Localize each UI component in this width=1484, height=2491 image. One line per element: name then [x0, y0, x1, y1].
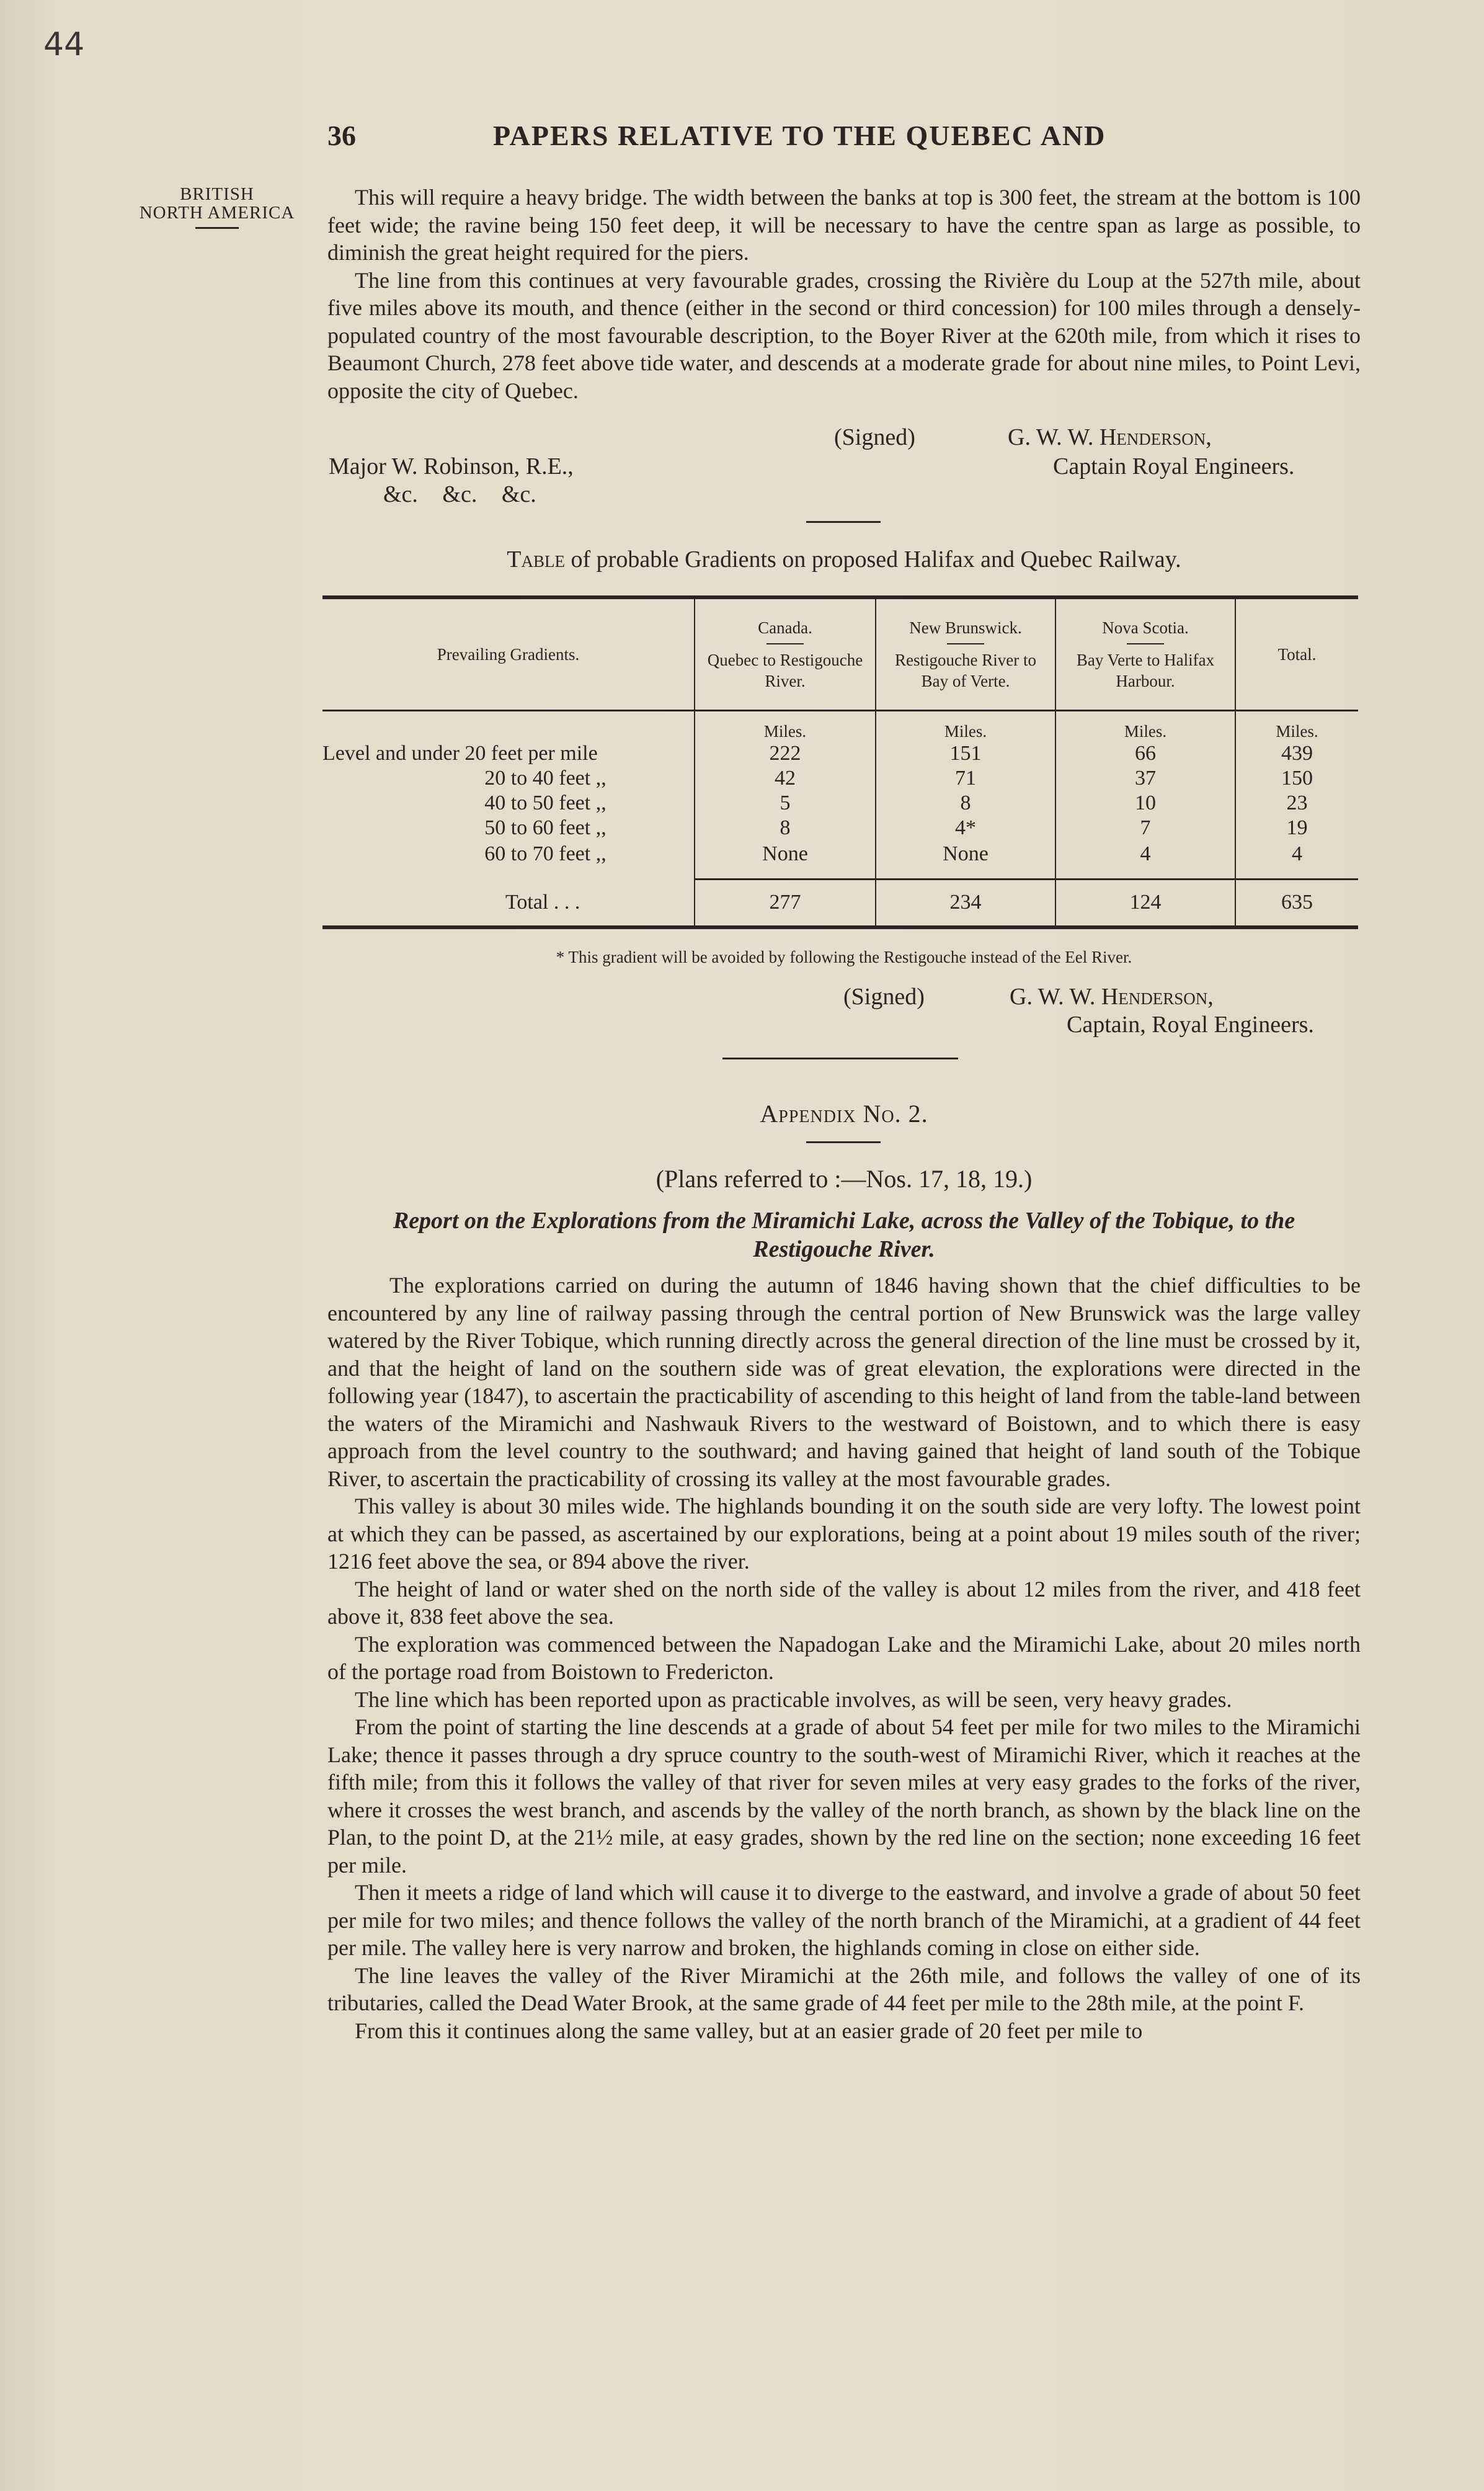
cell: 42: [695, 766, 876, 791]
etc-line: &c. &c. &c.: [383, 481, 536, 507]
row-label: 40 to 50 feet ,,: [484, 791, 606, 814]
total-cell: 124: [1055, 879, 1235, 927]
addressee: Major W. Robinson, R.E.,: [329, 453, 574, 479]
unit-cell-empty: [322, 710, 695, 741]
body-paragraph: The exploration was commenced between the Napadogan Lake and the Miramichi Lake, about 20 miles north of the portage road from Boistown to Fredericton.: [327, 1631, 1361, 1684]
running-head: PAPERS RELATIVE TO THE QUEBEC AND: [493, 120, 1106, 151]
cell: 23: [1235, 791, 1358, 816]
total-cell: 277: [695, 879, 876, 927]
unit-cell: Miles.: [876, 710, 1055, 741]
header-dash: [766, 643, 804, 644]
section-label: Restigouche River to Bay of Verte.: [895, 650, 1036, 690]
appendix-heading: Appendix No. 2.: [760, 1100, 928, 1128]
folio-number: 36: [327, 120, 356, 151]
intro-paragraph: This will require a heavy bridge. The width between the banks at top is 300 feet, the stream at the bottom is 100 feet wide; the ravine being 150 feet deep, it will be necessary to have the centre span as large as possible, to diminish the great height required for the piers.: [327, 185, 1361, 265]
table-row: [322, 816, 1358, 840]
scan-page-number: 44: [43, 26, 85, 63]
section-divider: [722, 1058, 958, 1059]
header-dash: [1127, 643, 1164, 644]
unit-cell: Miles.: [1055, 710, 1235, 741]
cell: 151: [876, 741, 1055, 766]
column-header-canada: [695, 597, 876, 710]
region-label: New Brunswick.: [909, 618, 1022, 637]
body-paragraph: The line leaves the valley of the River Miramichi at the 26th mile, and follows the valley of one of its tributaries, called the Dead Water Brook, at the same grade of 44 feet per mile to the 28th mile, at the point F.: [327, 1963, 1361, 2015]
signed-label: (Signed): [843, 984, 925, 1010]
total-cell: 635: [1235, 879, 1358, 927]
section-label: Bay Verte to Halifax Harbour.: [1076, 650, 1215, 690]
cell: 8: [695, 816, 876, 840]
margin-note-line-1: BRITISH: [180, 184, 254, 204]
row-label: 50 to 60 feet ,,: [484, 816, 606, 839]
cell: 19: [1235, 816, 1358, 840]
total-row: [322, 879, 1358, 927]
table-caption-text: of probable Gradients on proposed Halifax and Quebec Railway.: [571, 546, 1181, 573]
header-dash: [947, 643, 984, 644]
signatory-surname: Henderson,: [1101, 984, 1214, 1010]
heading-underline: [806, 1141, 881, 1143]
signatory-rank: Captain Royal Engineers.: [1053, 453, 1295, 479]
body-paragraph: This valley is about 30 miles wide. The highlands bounding it on the south side are very lofty. The lowest point at which they can be passed, as ascertained by our explorations, being at a point about 19 miles south of the river; 1216 feet above the sea, or 894 above the river.: [327, 1494, 1361, 1574]
column-header-total: Total.: [1235, 597, 1358, 710]
table-footnote: * This gradient will be avoided by following the Restigouche instead of the Eel River.: [556, 948, 1132, 966]
row-label: Level and under 20 feet per mile: [322, 742, 598, 765]
signatory-surname: Henderson,: [1099, 424, 1212, 450]
report-title: Report on the Explorations from the Miramichi Lake, across the Valley of the Tobique, to the Restigouche River.: [393, 1208, 1295, 1262]
table-caption-lead: Table: [507, 546, 566, 573]
body-paragraph: From this it continues along the same valley, but at an easier grade of 20 feet per mile to: [355, 2018, 1143, 2043]
table-row: [322, 840, 1358, 868]
margin-note-dash: [195, 227, 239, 229]
column-header-new-brunswick: [876, 597, 1055, 710]
cell: 7: [1055, 816, 1235, 840]
cell: 5: [695, 791, 876, 816]
unit-cell: Miles.: [695, 710, 876, 741]
cell: 4: [1055, 840, 1235, 868]
signatory-initials: G. W. W.: [1008, 424, 1094, 450]
table-caption: [327, 546, 1361, 573]
gradients-table: [322, 595, 1358, 929]
cell: 71: [876, 766, 1055, 791]
plans-referred: (Plans referred to :—Nos. 17, 18, 19.): [655, 1165, 1033, 1193]
body-paragraph: The line which has been reported upon as practicable involves, as will be seen, very heavy grades.: [355, 1687, 1232, 1712]
unit-cell: Miles.: [1235, 710, 1358, 741]
body-paragraph: Then it meets a ridge of land which will cause it to diverge to the eastward, and involve a grade of about 50 feet per mile for two miles; and thence follows the valley of the north branch of the Miramichi, at a gradient of 44 feet per mile. The valley here is very narrow and broken, the highlands coming in close on either side.: [327, 1880, 1361, 1960]
unit-row: [322, 710, 1358, 741]
cell: 37: [1055, 766, 1235, 791]
intro-paragraph: The line from this continues at very favourable grades, crossing the Rivière du Loup at the 527th mile, about five miles above its mouth, and thence (either in the second or third concession) for 100 miles through a densely-populated country of the most favourable description, to the Boyer River at the 620th mile, from which it rises to Beaumont Church, 278 feet above tide water, and descends at a moderate grade for about nine miles, to Point Levi, opposite the city of Quebec.: [327, 267, 1361, 403]
signatory-initials: G. W. W.: [1010, 984, 1096, 1010]
cell: 439: [1235, 741, 1358, 766]
cell: 10: [1055, 791, 1235, 816]
margin-note-line-2: NORTH AMERICA: [139, 203, 295, 223]
table-row: [322, 741, 1358, 766]
signatory-name: [1010, 983, 1214, 1010]
cell: 4: [1235, 840, 1358, 868]
region-label: Nova Scotia.: [1102, 618, 1189, 637]
report-body: [327, 1272, 1361, 2044]
table-row: [322, 791, 1358, 816]
total-label: Total . . .: [322, 879, 695, 927]
signed-label: (Signed): [834, 424, 915, 450]
cell: 4*: [876, 816, 1055, 840]
column-header-nova-scotia: [1055, 597, 1235, 710]
total-cell: 234: [876, 879, 1055, 927]
region-label: Canada.: [758, 618, 812, 637]
divider-rule: [806, 521, 881, 523]
cell: 66: [1055, 741, 1235, 766]
body-paragraph: From the point of starting the line descends at a grade of about 54 feet per mile for two miles to the Miramichi Lake; thence it passes through a dry spruce country to the south-west of Miramichi River, which it reaches at the fifth mile; from this it follows the valley of that river for seven miles at very easy grades to the forks of the river, where it crosses the west branch, and ascends by the valley of the north branch, as shown by the black line on the Plan, to the point D, at the 21½ mile, at easy grades, shown by the red line on the section; none exceeding 16 feet per mile.: [327, 1714, 1361, 1878]
margin-note: [121, 185, 313, 229]
body-paragraph: The explorations carried on during the autumn of 1846 having shown that the chief difficulties to be encountered by any line of railway passing through the central portion of New Brunswick was the large valley watered by the River Tobique, which running directly across the general direction of the line must be crossed by it, and that the height of land on the southern side was of great elevation, the explorations were directed in the following year (1847), to ascertain the practicability of ascending to this height of land from the table-land between the waters of the Miramichi and Nashwauk Rivers to the westward of Boistown, and to which there is easy approach from the level country to the southward; and having gained that height of land south of the Tobique River, to ascertain the practicability of crossing its valley at the most favourable grades.: [327, 1273, 1361, 1491]
section-label: Quebec to Restigouche River.: [707, 650, 863, 690]
row-label: 20 to 40 feet ,,: [484, 767, 606, 790]
cell: 150: [1235, 766, 1358, 791]
stub-header: Prevailing Gradients.: [322, 597, 695, 710]
spacer-row: [322, 868, 1358, 879]
table-header-row: [322, 597, 1358, 710]
signatory-rank: Captain, Royal Engineers.: [1067, 1012, 1314, 1038]
cell: 222: [695, 741, 876, 766]
cell: None: [695, 840, 876, 868]
cell: None: [876, 840, 1055, 868]
body-paragraph: The height of land or water shed on the north side of the valley is about 12 miles from the river, and 418 feet above it, 838 feet above the sea.: [327, 1576, 1361, 1629]
cell: 8: [876, 791, 1055, 816]
signatory-name: [1008, 424, 1212, 451]
row-label: 60 to 70 feet ,,: [484, 842, 606, 865]
table-row: [322, 766, 1358, 791]
intro-text: [327, 184, 1361, 404]
